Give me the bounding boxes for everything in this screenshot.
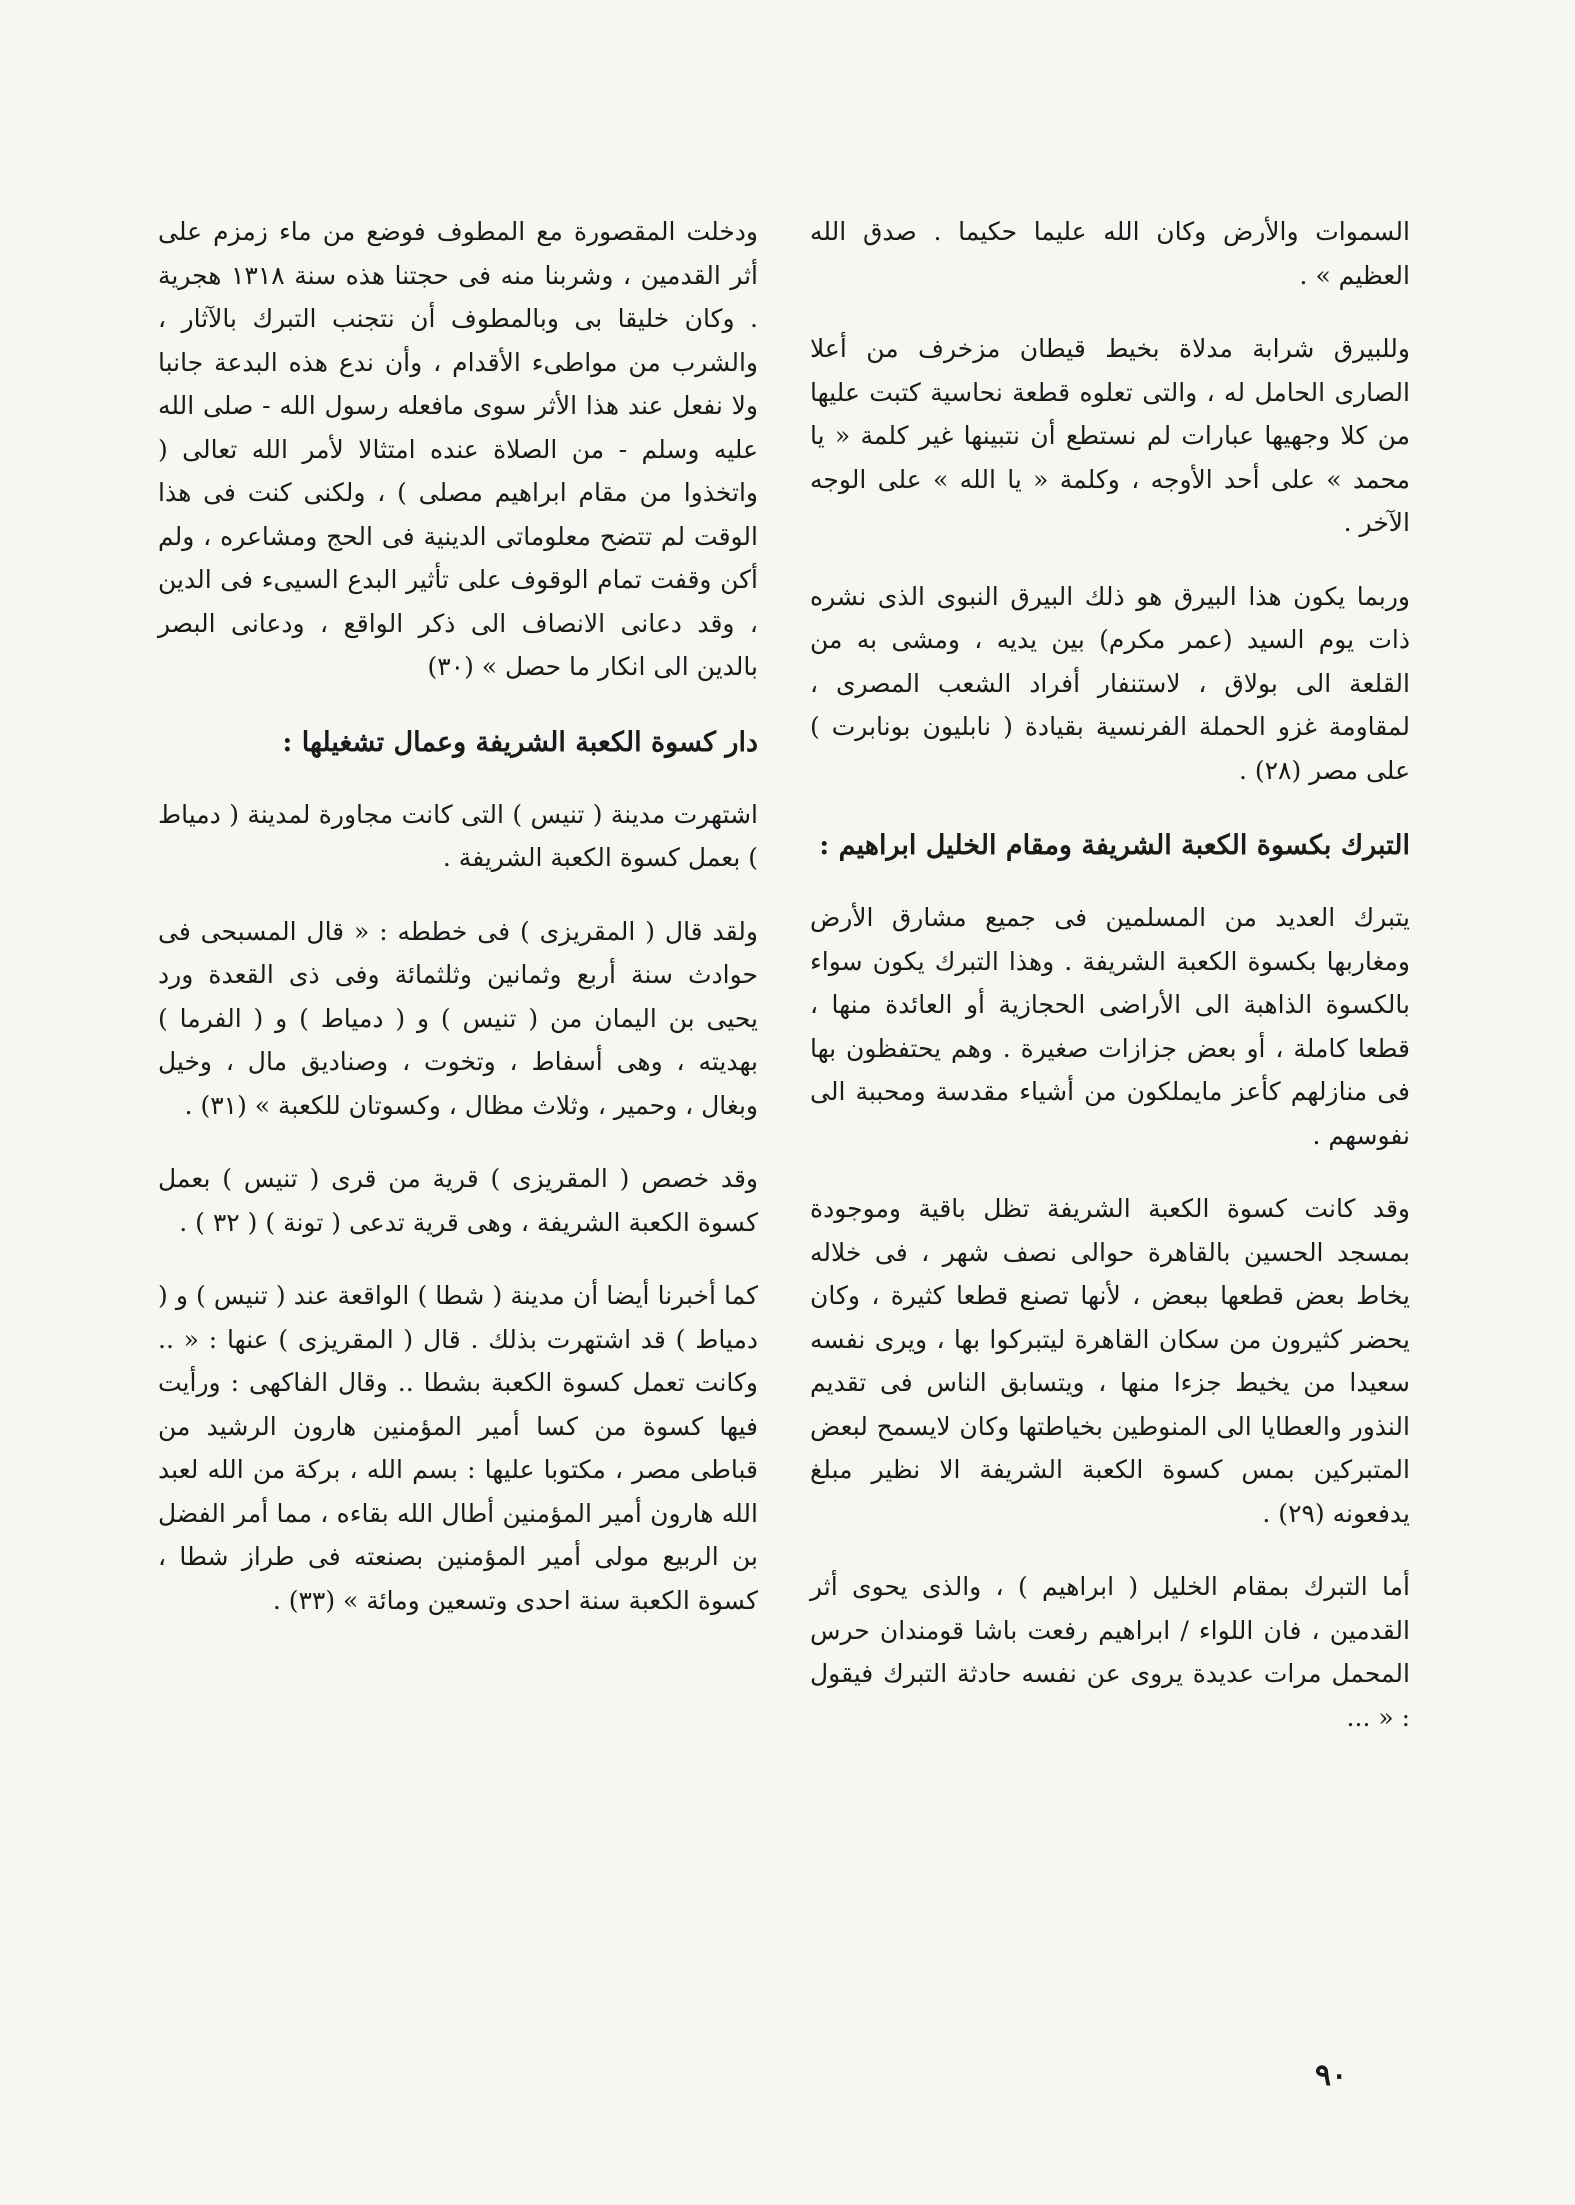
paragraph: وللبيرق شرابة مدلاة بخيط قيطان مزخرف من أعلا الصارى الحامل له ، والتى تعلوه قطعة نحاسية كتبت عليها من كلا وجهيها عبارات لم نستطع أن نتبينها غير كلمة « يا محمد » على أحد الأوجه ، وكلمة « يا الله » على الوجه الآخر . [810,334,1410,537]
paragraph: كما أخبرنا أيضا أن مدينة ( شطا ) الواقعة عند ( تنيس ) و ( دمياط ) قد اشتهرت بذلك . قال ( المقريزى ) عنها : « .. وكانت تعمل كسوة الكعبة بشطا .. وقال الفاكهى : ورأيت فيها كسوة من كسا أمير المؤمنين هارون الرشيد من قباطى مصر ، مكتوبا عليها : بسم الله ، بركة من الله لعبد الله هارون أمير المؤمنين أطال الله بقاءه ، مما أمر الفضل بن الربيع مولى أمير المؤمنين بصنعته فى طراز شطا ، كسوة الكعبة سنة احدى وتسعين ومائة » (٣٣) . [158,1281,758,1615]
paragraph: أما التبرك بمقام الخليل ( ابراهيم ) ، والذى يحوى أثر القدمين ، فان اللواء / ابراهيم رفعت باشا قومندان حرس المحمل مرات عديدة يروى عن نفسه حادثة التبرك فيقول : « ... [810,1572,1410,1732]
paragraph: ودخلت المقصورة مع المطوف فوضع من ماء زمزم على أثر القدمين ، وشربنا منه فى حجتنا هذه سنة ١٣١٨ هجرية . وكان خليقا بى وبالمطوف أن نتجنب التبرك بالآثار ، والشرب من مواطىء الأقدام ، وأن ندع هذه البدعة جانبا ولا نفعل عند هذا الأثر سوى مافعله رسول الله - صلى الله عليه وسلم - من الصلاة عنده امتثالا لأمر الله تعالى ( واتخذوا من مقام ابراهيم مصلى ) ، ولكنى كنت فى هذا الوقت لم تتضح معلوماتى الدينية فى الحج ومشاعره ، ولم أكن وقفت تمام الوقوف على تأثير البدع السيىء فى الدين ، وقد دعانى الانصاف الى ذكر الواقع ، ودعانى البصر بالدين الى انكار ما حصل » (٣٠) [158,217,758,681]
paragraph: يتبرك العديد من المسلمين فى جميع مشارق الأرض ومغاربها بكسوة الكعبة الشريفة . وهذا التبرك يكون سواء بالكسوة الذاهبة الى الأراضى الحجازية أو العائدة منها ، قطعا كاملة ، أو بعض جزازات صغيرة . وهم يحتفظون بها فى منازلهم كأعز مايملكون من أشياء مقدسة ومحببة الى نفوسهم . [810,903,1410,1150]
section-heading: التبرك بكسوة الكعبة الشريفة ومقام الخليل ابراهيم : [819,830,1410,861]
section-heading: دار كسوة الكعبة الشريفة وعمال تشغيلها : [282,726,758,758]
left-column [158,210,758,1652]
paragraph: ولقد قال ( المقريزى ) فى خططه : « قال المسبحى فى حوادث سنة أربع وثمانين وثلثمائة وفى ذى القعدة ورد يحيى بن اليمان من ( تنيس ) و ( دمياط ) و ( الفرما ) بهديته ، وهى أسفاط ، وتخوت ، وصناديق مال ، وخيل وبغال ، وحمير ، وثلاث مظال ، وكسوتان للكعبة » (٣١) . [158,916,758,1120]
paragraph: اشتهرت مدينة ( تنيس ) التى كانت مجاورة لمدينة ( دمياط ) بعمل كسوة الكعبة الشريفة . [158,799,758,872]
paragraph: وقد كانت كسوة الكعبة الشريفة تظل باقية وموجودة بمسجد الحسين بالقاهرة حوالى نصف شهر ، فى خلاله يخاط بعض قطعها ببعض ، لأنها تصنع قطعا كثيرة ، وكان يحضر كثيرون من سكان القاهرة ليتبركوا بها ، ويرى نفسه سعيدا من يخيط جزءا منها ، ويتسابق الناس فى تقديم النذور والعطايا الى المنوطين بخياطتها وكان لايسمح لبعض المتبركين بمس كسوة الكعبة الشريفة الا نظير مبلغ يدفعونه (٢٩) . [810,1194,1410,1528]
paragraph: وقد خصص ( المقريزى ) قرية من قرى ( تنيس ) بعمل كسوة الكعبة الشريفة ، وهى قرية تدعى ( تونة ) ( ٣٢ ) . [158,1164,758,1237]
page-number: ٩٠ [1315,2058,1348,2093]
right-column [810,210,1410,1769]
paragraph: السموات والأرض وكان الله عليما حكيما . صدق الله العظيم » . [810,217,1410,290]
paragraph: وربما يكون هذا البيرق هو ذلك البيرق النبوى الذى نشره ذات يوم السيد (عمر مكرم) بين يديه ، ومشى به من القلعة الى بولاق ، لاستنفار أفراد الشعب المصرى ، لمقاومة غزو الحملة الفرنسية بقيادة ( نابليون بونابرت ) على مصر (٢٨) . [810,581,1410,785]
